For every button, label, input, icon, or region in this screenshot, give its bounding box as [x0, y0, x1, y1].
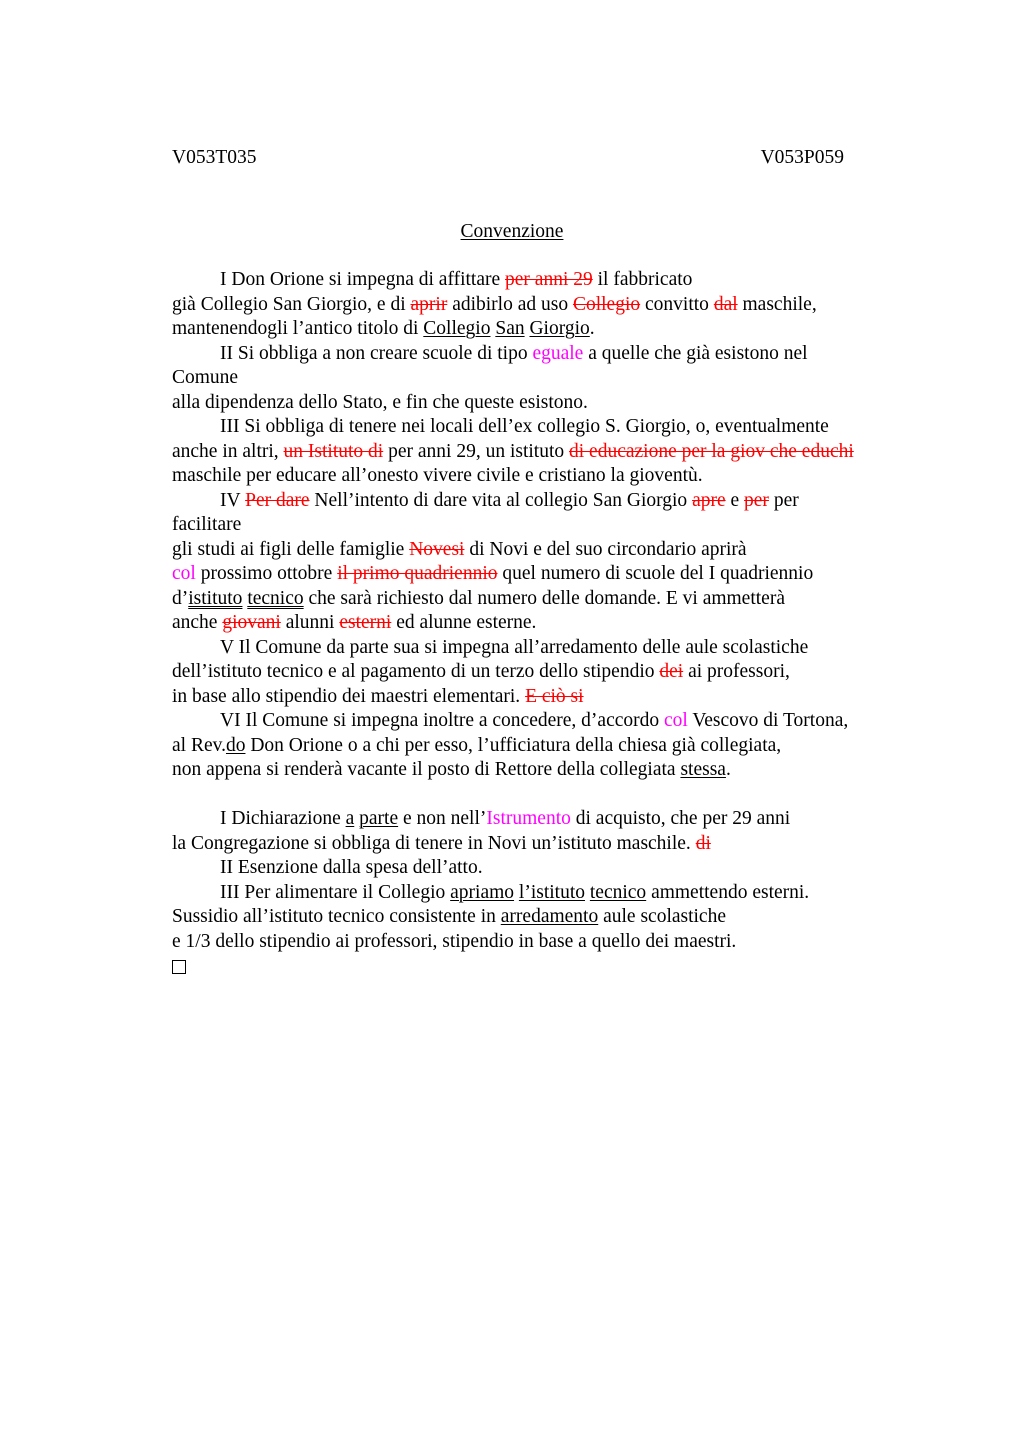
- text-run: quel numero di scuole del I quadriennio: [497, 563, 814, 584]
- inserted-text: Istrumento: [486, 808, 571, 829]
- double-underlined-text: istituto: [188, 587, 243, 609]
- deleted-text: apre: [692, 489, 726, 511]
- paragraph-line: [172, 660, 912, 685]
- paragraph-line: [172, 366, 912, 391]
- text-run: .: [589, 318, 595, 339]
- deleted-text: per: [744, 489, 769, 511]
- text-run: II Esenzione dalla spesa dell’atto.: [220, 857, 483, 878]
- text-run: il fabbricato: [592, 269, 693, 290]
- deleted-text: Collegio: [572, 293, 641, 315]
- paragraph-line: [172, 489, 912, 514]
- text-run: di Novi e del suo circondario aprirà: [464, 538, 747, 560]
- deleted-text: Novesi: [409, 538, 465, 560]
- paragraph-line: [172, 734, 912, 759]
- paragraph-line: [172, 587, 912, 612]
- text-run: II Si obbliga a non creare scuole di tipo: [220, 342, 533, 364]
- inserted-text: col: [664, 710, 688, 731]
- paragraph-line: [172, 636, 912, 661]
- text-run: IV: [220, 489, 246, 511]
- underlined-text: San: [495, 318, 525, 339]
- underlined-text: parte: [359, 808, 399, 829]
- paragraph-line: [172, 440, 912, 465]
- text-run: non appena si renderà vacante il posto di Rettore della collegiata: [172, 759, 681, 780]
- paragraph-line: [172, 930, 912, 955]
- text-run: I Don Orione si impegna di affittare: [220, 269, 506, 290]
- text-run: anche: [172, 612, 223, 633]
- deleted-text: esterni: [339, 612, 392, 633]
- text-run: per anni 29, un istituto: [383, 440, 569, 462]
- text-run: Vescovo di Tortona,: [687, 710, 849, 731]
- underlined-text: l’istituto: [518, 881, 585, 903]
- text-run: la Congregazione si obbliga di tenere in Novi un’istituto maschile.: [172, 832, 696, 854]
- document-code-left: V053T035: [172, 147, 257, 168]
- underlined-text: tecnico: [589, 881, 647, 903]
- underlined-text: a: [345, 808, 355, 829]
- paragraph-line: [172, 562, 912, 587]
- paragraph-line: [172, 391, 912, 416]
- text-run: ed alunne esterne.: [391, 612, 537, 633]
- underlined-text: stessa: [680, 759, 726, 780]
- end-mark-line: [172, 954, 912, 979]
- text-run: dell’istituto tecnico e al pagamento di un terzo dello stipendio: [172, 661, 660, 682]
- paragraph-line: [172, 758, 912, 783]
- inserted-text: col: [172, 563, 196, 584]
- text-run: di acquisto, che per 29 anni: [570, 808, 791, 829]
- text-run: e non nell’: [398, 808, 487, 829]
- text-run: I Dichiarazione: [220, 808, 346, 829]
- deleted-text: un Istituto di: [283, 440, 384, 462]
- paragraph-line: [172, 905, 912, 930]
- text-run: già Collegio San Giorgio, e di: [172, 293, 411, 315]
- paragraph-line: [172, 293, 912, 318]
- text-run: alla dipendenza dello Stato, e fin che queste esistono.: [172, 391, 588, 413]
- underlined-text: arredamento: [500, 906, 599, 927]
- text-run: mantenendogli l’antico titolo di: [172, 318, 424, 339]
- text-run: .: [725, 759, 731, 780]
- deleted-text: di educazione per la giov che educhi: [569, 440, 854, 462]
- paragraph-line: [172, 513, 912, 538]
- text-run: e 1/3 dello stipendio ai professori, stipendio in base a quello dei maestri.: [172, 930, 737, 952]
- deleted-text: per anni 29: [505, 269, 593, 290]
- deleted-text: giovani: [222, 612, 281, 633]
- deleted-text: il primo quadriennio: [337, 563, 498, 584]
- text-run: III Per alimentare il Collegio: [220, 881, 451, 903]
- text-run: per: [768, 489, 799, 511]
- text-run: gli studi ai figli delle famiglie: [172, 538, 410, 560]
- underlined-text: Giorgio: [529, 318, 590, 339]
- underlined-text: do: [225, 734, 246, 756]
- text-run: VI Il Comune si impegna inoltre a concedere, d’accordo: [220, 710, 664, 731]
- text-run: anche in altri,: [172, 440, 284, 462]
- inserted-text: eguale: [532, 342, 584, 364]
- paragraph-line: [172, 709, 912, 734]
- text-run: III Si obbliga di tenere nei locali dell’ex collegio S. Giorgio, o, eventualmente: [220, 416, 829, 437]
- text-run: maschile per educare all’onesto vivere civile e cristiano la gioventù.: [172, 465, 703, 486]
- paragraph-line: [172, 342, 912, 367]
- paragraph-line: [172, 538, 912, 563]
- paragraph-line: [172, 268, 912, 293]
- paragraph-line: [172, 881, 912, 906]
- text-run: Sussidio all’istituto tecnico consistente in: [172, 906, 501, 927]
- text-run: V Il Comune da parte sua si impegna all’arredamento delle aule scolastiche: [220, 636, 809, 658]
- paragraph-line: [172, 464, 912, 489]
- paragraph-line: [172, 415, 912, 440]
- text-run: prossimo ottobre: [195, 563, 338, 584]
- text-run: Comune: [172, 367, 239, 388]
- paragraph-line: [172, 807, 912, 832]
- deleted-text: dal: [713, 293, 738, 315]
- text-run: maschile,: [737, 293, 817, 315]
- paragraph-line: [172, 685, 912, 710]
- underlined-text: Collegio: [423, 318, 491, 339]
- text-run: Don Orione o a chi per esso, l’ufficiatura della chiesa già collegiata,: [245, 734, 782, 756]
- document-title-wrap: [0, 220, 1024, 244]
- end-square-icon: [172, 960, 186, 974]
- text-run: aule scolastiche: [598, 906, 726, 927]
- paragraph-line: [172, 317, 912, 342]
- double-underlined-text: tecnico: [247, 587, 304, 609]
- paragraph-line: [172, 856, 912, 881]
- document-body: [172, 268, 912, 979]
- document-code-right: V053P059: [760, 147, 844, 168]
- text-run: ammettendo esterni.: [646, 881, 810, 903]
- text-run: Nell’intento di dare vita al collegio San Giorgio: [309, 489, 693, 511]
- text-run: alunni: [280, 612, 340, 633]
- text-run: a quelle che già esistono nel: [583, 342, 808, 364]
- text-run: convitto: [640, 293, 714, 315]
- underlined-text: apriamo: [450, 881, 515, 903]
- text-run: adibirlo ad uso: [447, 293, 573, 315]
- text-run: e: [725, 489, 745, 511]
- deleted-text: aprir: [410, 293, 448, 315]
- spacer: [172, 783, 912, 808]
- document-title: Convenzione: [460, 221, 564, 242]
- text-run: d’: [172, 587, 189, 609]
- deleted-text: dei: [659, 661, 684, 682]
- text-run: facilitare: [172, 514, 242, 535]
- paragraph-line: [172, 611, 912, 636]
- deleted-text: Per dare: [245, 489, 310, 511]
- text-run: in base allo stipendio dei maestri elementari.: [172, 685, 526, 707]
- deleted-text: E ciò si: [525, 685, 584, 707]
- text-run: al Rev.: [172, 734, 226, 756]
- text-run: che sarà richiesto dal numero delle domande. E vi ammetterà: [303, 587, 785, 609]
- paragraph-line: [172, 832, 912, 857]
- text-run: ai professori,: [683, 661, 790, 682]
- deleted-text: di: [695, 832, 711, 854]
